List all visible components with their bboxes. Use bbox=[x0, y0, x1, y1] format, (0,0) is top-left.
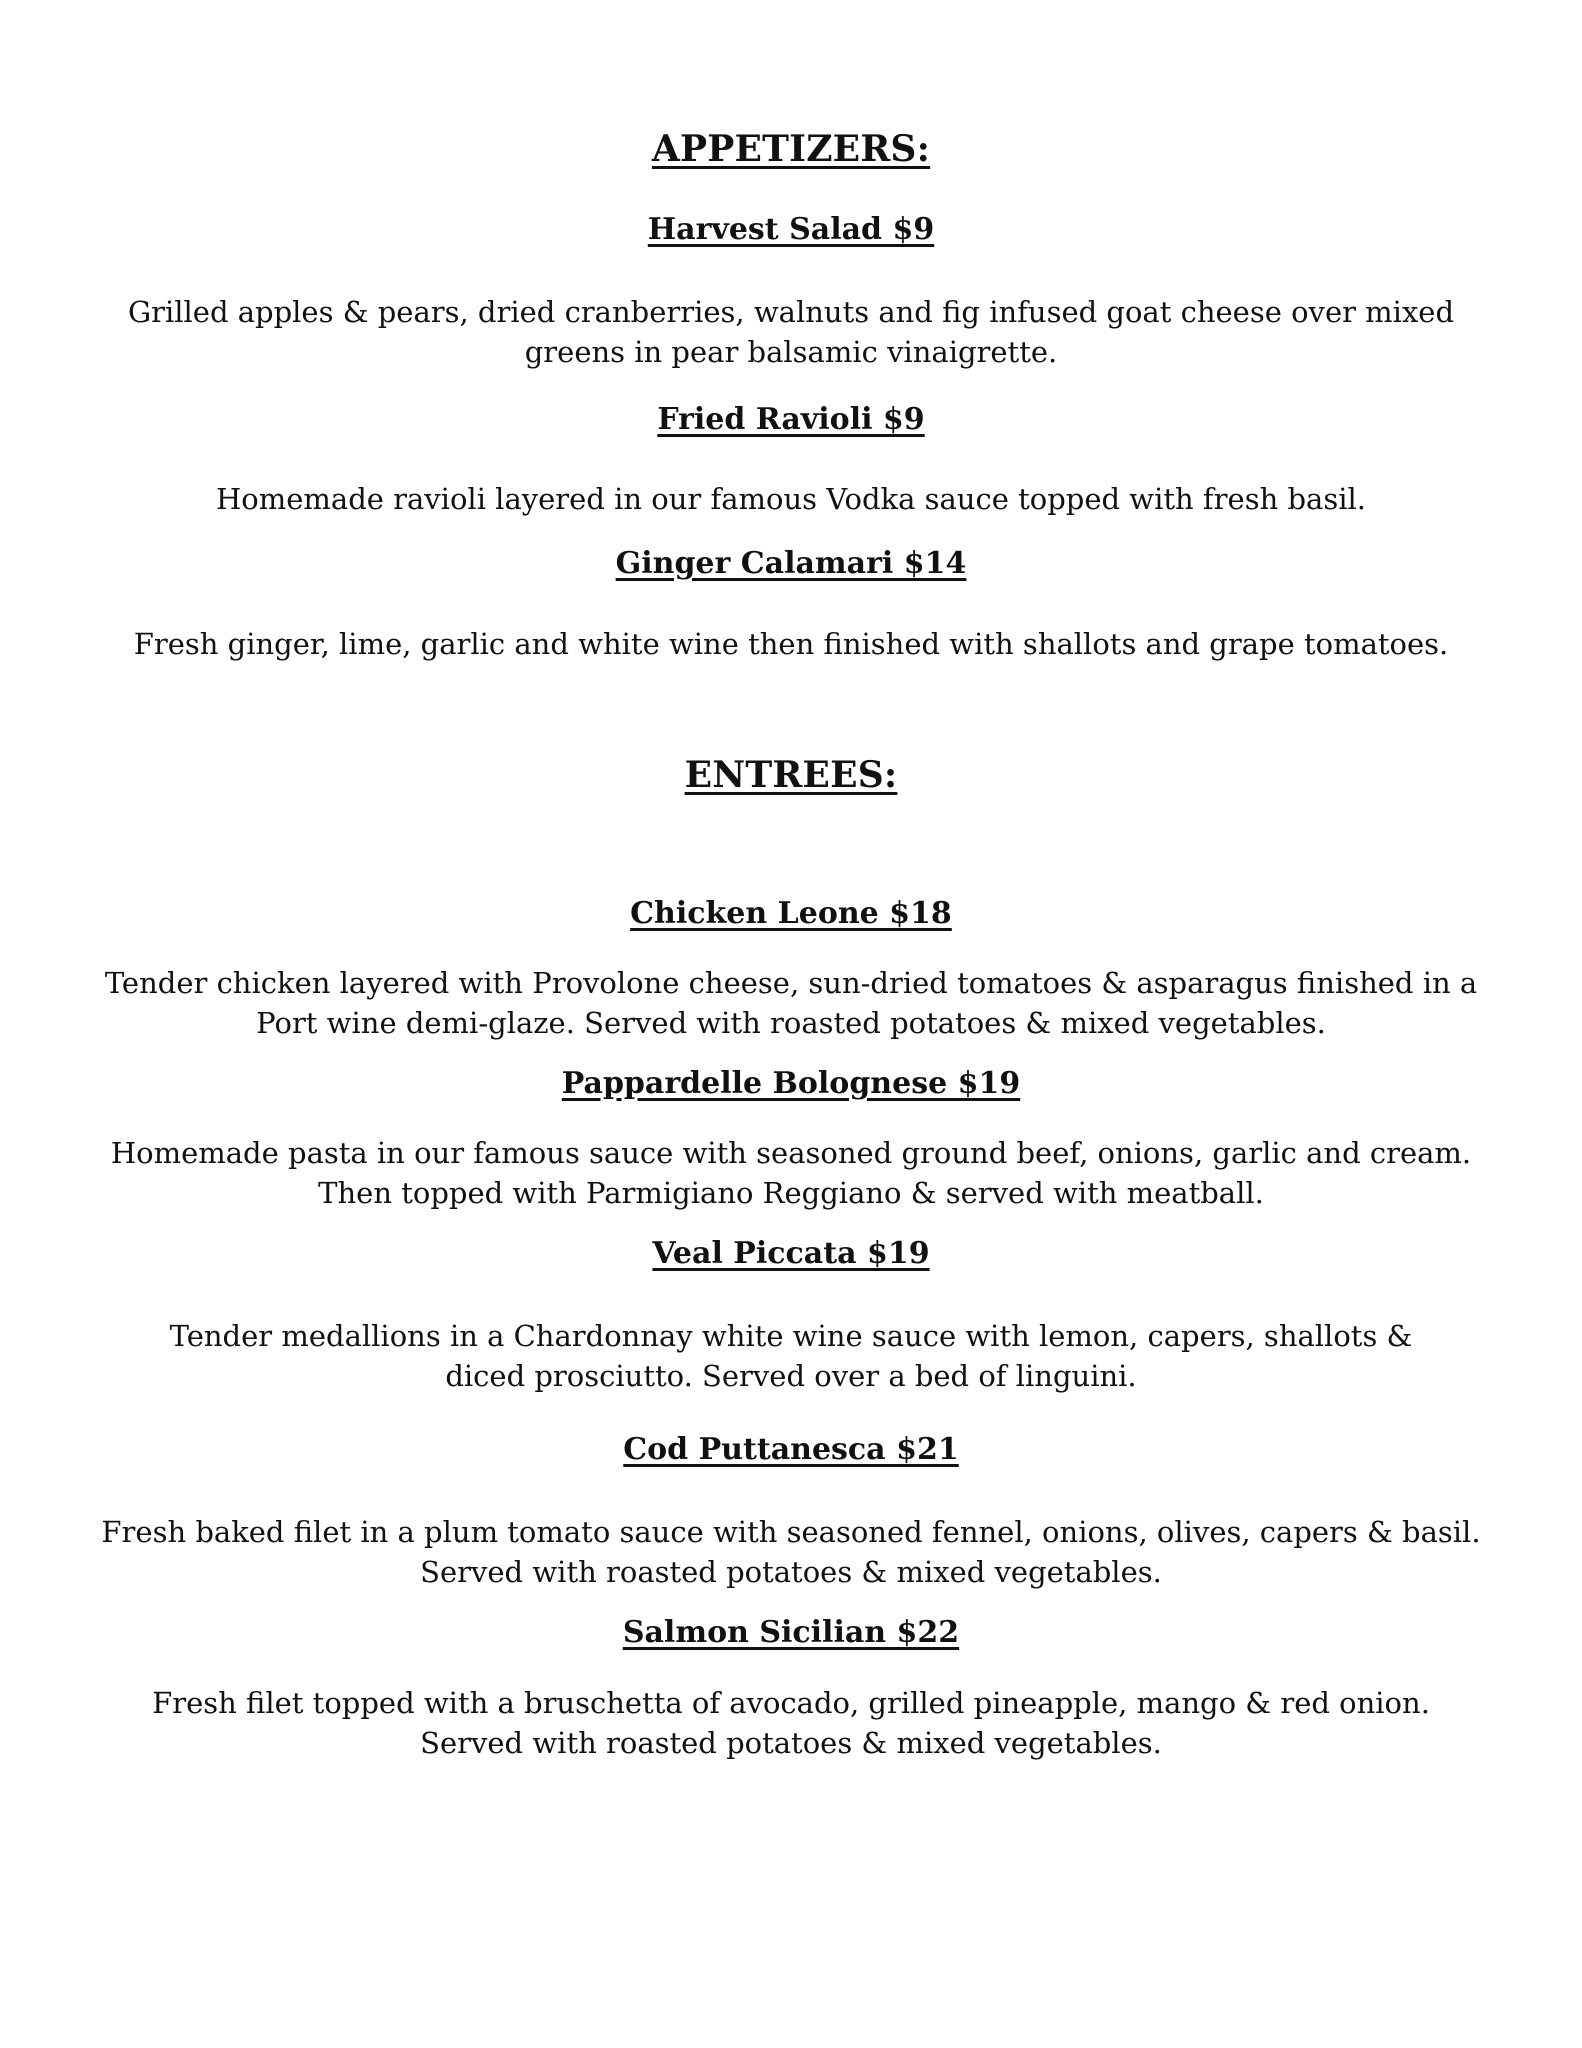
item-desc-line: diced prosciutto. Served over a bed of linguini. bbox=[445, 1359, 1137, 1393]
appetizers-heading: APPETIZERS: bbox=[651, 128, 931, 170]
item-title-cod-puttanesca: Cod Puttanesca $21 bbox=[623, 1432, 959, 1467]
item-title-veal-piccata: Veal Piccata $19 bbox=[652, 1236, 930, 1271]
item-desc-line: Fresh filet topped with a bruschetta of avocado, grilled pineapple, mango & red onion. bbox=[152, 1686, 1430, 1720]
item-title-pappardelle-bolognese: Pappardelle Bolognese $19 bbox=[561, 1066, 1021, 1101]
item-desc-line: Fresh ginger, lime, garlic and white wine then finished with shallots and grape tomatoes. bbox=[133, 627, 1449, 661]
item-desc-line: Port wine demi-glaze. Served with roasted potatoes & mixed vegetables. bbox=[256, 1006, 1326, 1040]
item-desc-line: Grilled apples & pears, dried cranberries, walnuts and fig infused goat cheese over mixed bbox=[127, 295, 1455, 329]
item-title-ginger-calamari: Ginger Calamari $14 bbox=[615, 546, 967, 581]
entrees-heading: ENTREES: bbox=[684, 754, 898, 796]
item-desc-line: Served with roasted potatoes & mixed vegetables. bbox=[420, 1555, 1162, 1589]
item-title-salmon-sicilian: Salmon Sicilian $22 bbox=[622, 1615, 960, 1650]
item-title-chicken-leone: Chicken Leone $18 bbox=[630, 896, 952, 931]
item-desc-line: greens in pear balsamic vinaigrette. bbox=[524, 335, 1058, 369]
item-desc-line: Homemade ravioli layered in our famous Vodka sauce topped with fresh basil. bbox=[216, 482, 1366, 516]
item-desc-line: Tender chicken layered with Provolone cheese, sun-dried tomatoes & asparagus finished in a bbox=[104, 966, 1478, 1000]
item-title-harvest-salad: Harvest Salad $9 bbox=[647, 212, 935, 247]
item-desc-line: Fresh baked filet in a plum tomato sauce with seasoned fennel, onions, olives, capers & basil. bbox=[101, 1515, 1481, 1549]
item-desc-line: Then topped with Parmigiano Reggiano & served with meatball. bbox=[318, 1176, 1264, 1210]
item-desc-line: Tender medallions in a Chardonnay white wine sauce with lemon, capers, shallots & bbox=[169, 1319, 1413, 1353]
item-title-fried-ravioli: Fried Ravioli $9 bbox=[657, 402, 925, 437]
item-desc-line: Homemade pasta in our famous sauce with seasoned ground beef, onions, garlic and cream. bbox=[110, 1136, 1472, 1170]
item-desc-line: Served with roasted potatoes & mixed vegetables. bbox=[420, 1726, 1162, 1760]
